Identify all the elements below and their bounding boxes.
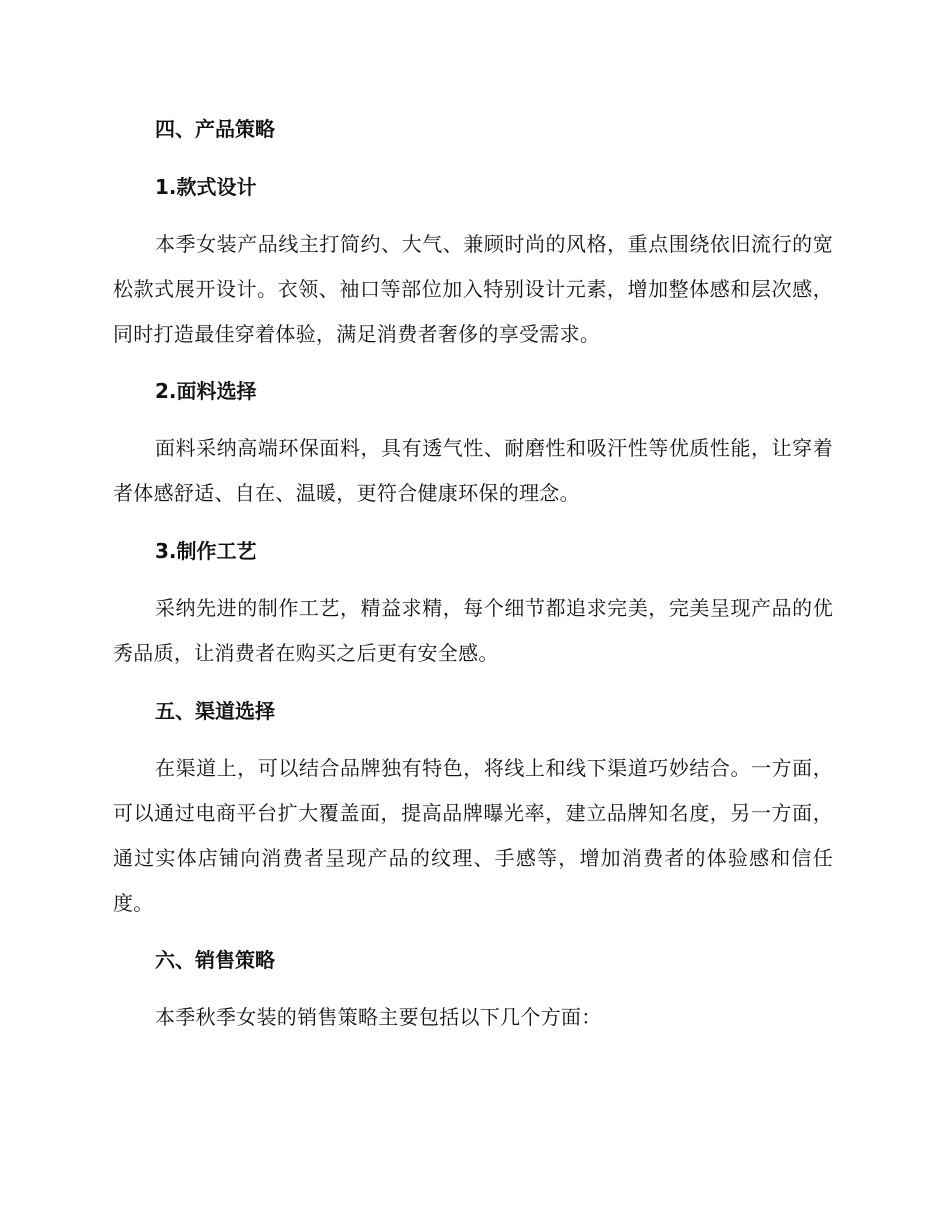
section-heading-channel-selection: 五、渠道选择 xyxy=(155,699,275,723)
section-heading-sales-strategy: 六、销售策略 xyxy=(155,948,275,972)
subheading-fabric-selection: 2.面料选择 xyxy=(155,379,257,403)
paragraph-channel-selection: 在渠道上，可以结合品牌独有特色，将线上和线下渠道巧妙结合。一方面，可以通过电商平台扩大覆盖面，提高品牌曝光率，建立品牌知名度，另一方面，通过实体店铺向消费者呈现产品的纹理、手感等，增加消费者的体验感和信任度。 xyxy=(113,756,833,915)
paragraph-style-design: 本季女装产品线主打简约、大气、兼顾时尚的风格，重点围绕依旧流行的宽松款式展开设计。衣领、袖口等部位加入特别设计元素，增加整体感和层次感，同时打造最佳穿着体验，满足消费者奢侈的享受需求。 xyxy=(113,232,833,346)
paragraph-craftsmanship: 采纳先进的制作工艺，精益求精，每个细节都追求完美，完美呈现产品的优秀品质，让消费者在购买之后更有安全感。 xyxy=(113,596,833,665)
paragraph-sales-strategy: 本季秋季女装的销售策略主要包括以下几个方面： xyxy=(155,1005,602,1029)
section-heading-product-strategy: 四、产品策略 xyxy=(155,117,275,141)
paragraph-fabric-selection: 面料采纳高端环保面料，具有透气性、耐磨性和吸汗性等优质性能，让穿着者体感舒适、自在、温暖，更符合健康环保的理念。 xyxy=(113,436,833,505)
subheading-craftsmanship: 3.制作工艺 xyxy=(155,539,257,563)
subheading-style-design: 1.款式设计 xyxy=(155,175,257,199)
